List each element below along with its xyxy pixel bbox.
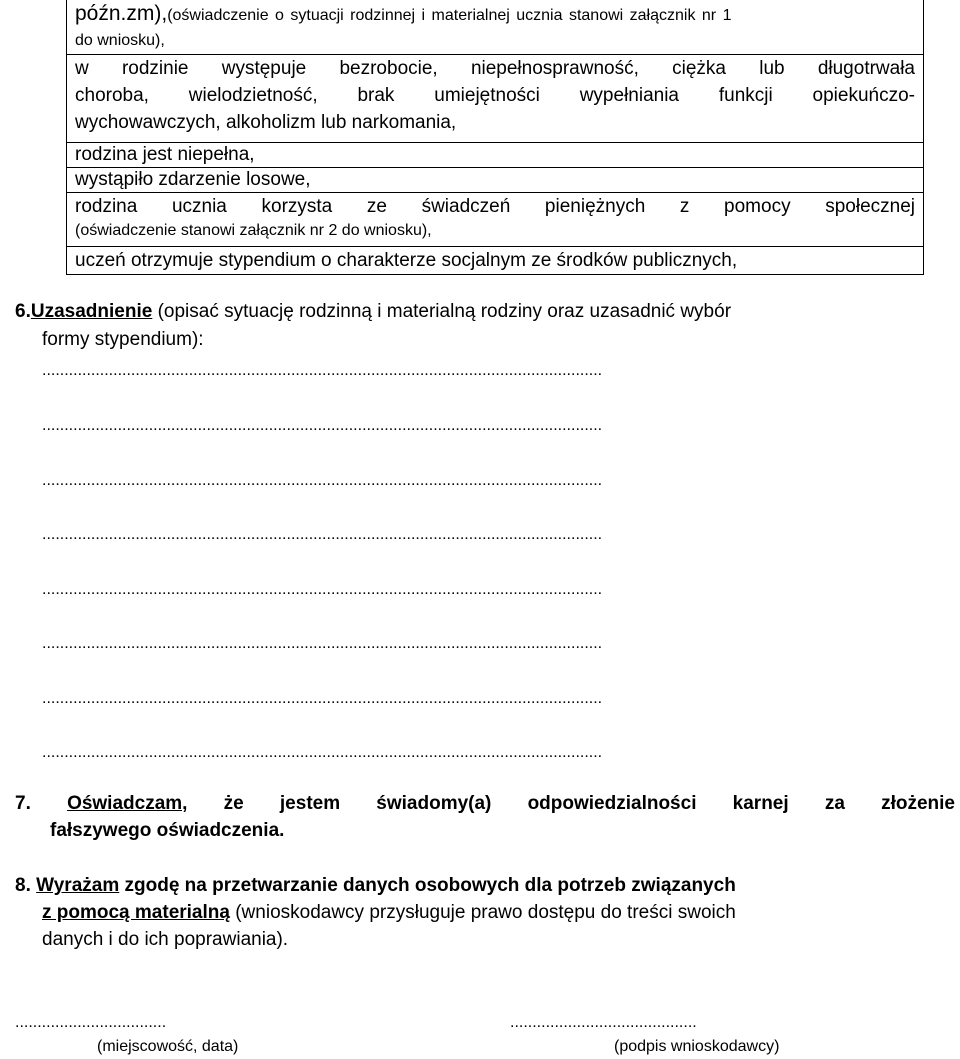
section8-line2-text: (wnioskodawcy przysługuje prawo dostępu do treści swoich [229,902,736,923]
section8-title: Wyrażam [36,875,120,896]
section8-number: 8. [15,875,31,896]
table-row [67,142,923,168]
row1-line2: do wniosku), [75,32,165,49]
table-row [67,54,923,143]
table-row [67,167,923,193]
section8-line2 [42,902,736,924]
section7-number: 7. [15,793,31,814]
table-row [67,0,923,55]
dotted-line: .............................................................................................................................. [42,417,603,434]
section7-text: że jestem świadomy(a) odpowiedzialności karnej za złożenie [187,793,955,814]
section7-line2: fałszywego oświadczenia. [50,820,285,841]
section8-heading [15,875,736,897]
dotted-line: .............................................................................................................................. [42,635,603,652]
conditions-table [66,0,924,275]
row2-line3: wychowawczych, alkoholizm lub narkomania, [75,112,457,133]
row4-text: wystąpiło zdarzenie losowe, [75,169,311,190]
dotted-line: .............................................................................................................................. [42,362,603,379]
row2-line1: w rodzinie występuje bezrobocie, niepełnosprawność, ciężka lub długotrwała [75,58,915,79]
row6-text: uczeń otrzymuje stypendium o charakterze socjalnym ze środków publicznych, [75,250,738,271]
dotted-line: .............................................................................................................................. [42,472,603,489]
signature-label: (podpis wnioskodawcy) [614,1038,780,1055]
row2-line2: choroba, wielodzietność, brak umiejętności wypełniania funkcji opiekuńczo- [75,85,915,106]
section6-line2: formy stypendium): [42,329,204,350]
row5-line1: rodzina ucznia korzysta ze świadczeń pieniężnych z pomocy społecznej [75,196,915,217]
section7-heading [15,793,955,815]
section8-bold-phrase: z pomocą materialną [42,902,230,923]
place-date-dots: .................................. [15,1014,167,1031]
section6-heading [15,301,731,323]
section6-number: 6. [15,301,31,322]
row1-text: (oświadczenie o sytuacji rodzinnej i materialnej ucznia stanowi załącznik nr 1 [167,7,732,24]
signature-dots: .......................................... [510,1014,697,1031]
table-row [67,192,923,247]
section6-title: Uzasadnienie [30,301,153,322]
row3-text: rodzina jest niepełna, [75,144,255,165]
dotted-line: .............................................................................................................................. [42,690,603,707]
row1-prefix: późn.zm), [75,2,168,25]
dotted-line: .............................................................................................................................. [42,581,603,598]
section8-line3: danych i do ich poprawiania). [42,929,289,950]
table-row [67,246,923,274]
section6-text: (opisać sytuację rodzinną i materialną rodziny oraz uzasadnić wybór [152,301,732,322]
dotted-line: .............................................................................................................................. [42,744,603,761]
section7-title: Oświadczam, [67,793,188,814]
dotted-line: .............................................................................................................................. [42,526,603,543]
place-date-label: (miejscowość, data) [97,1038,239,1055]
section8-text: zgodę na przetwarzanie danych osobowych dla potrzeb związanych [119,875,736,896]
row5-line2: (oświadczenie stanowi załącznik nr 2 do wniosku), [75,222,432,239]
